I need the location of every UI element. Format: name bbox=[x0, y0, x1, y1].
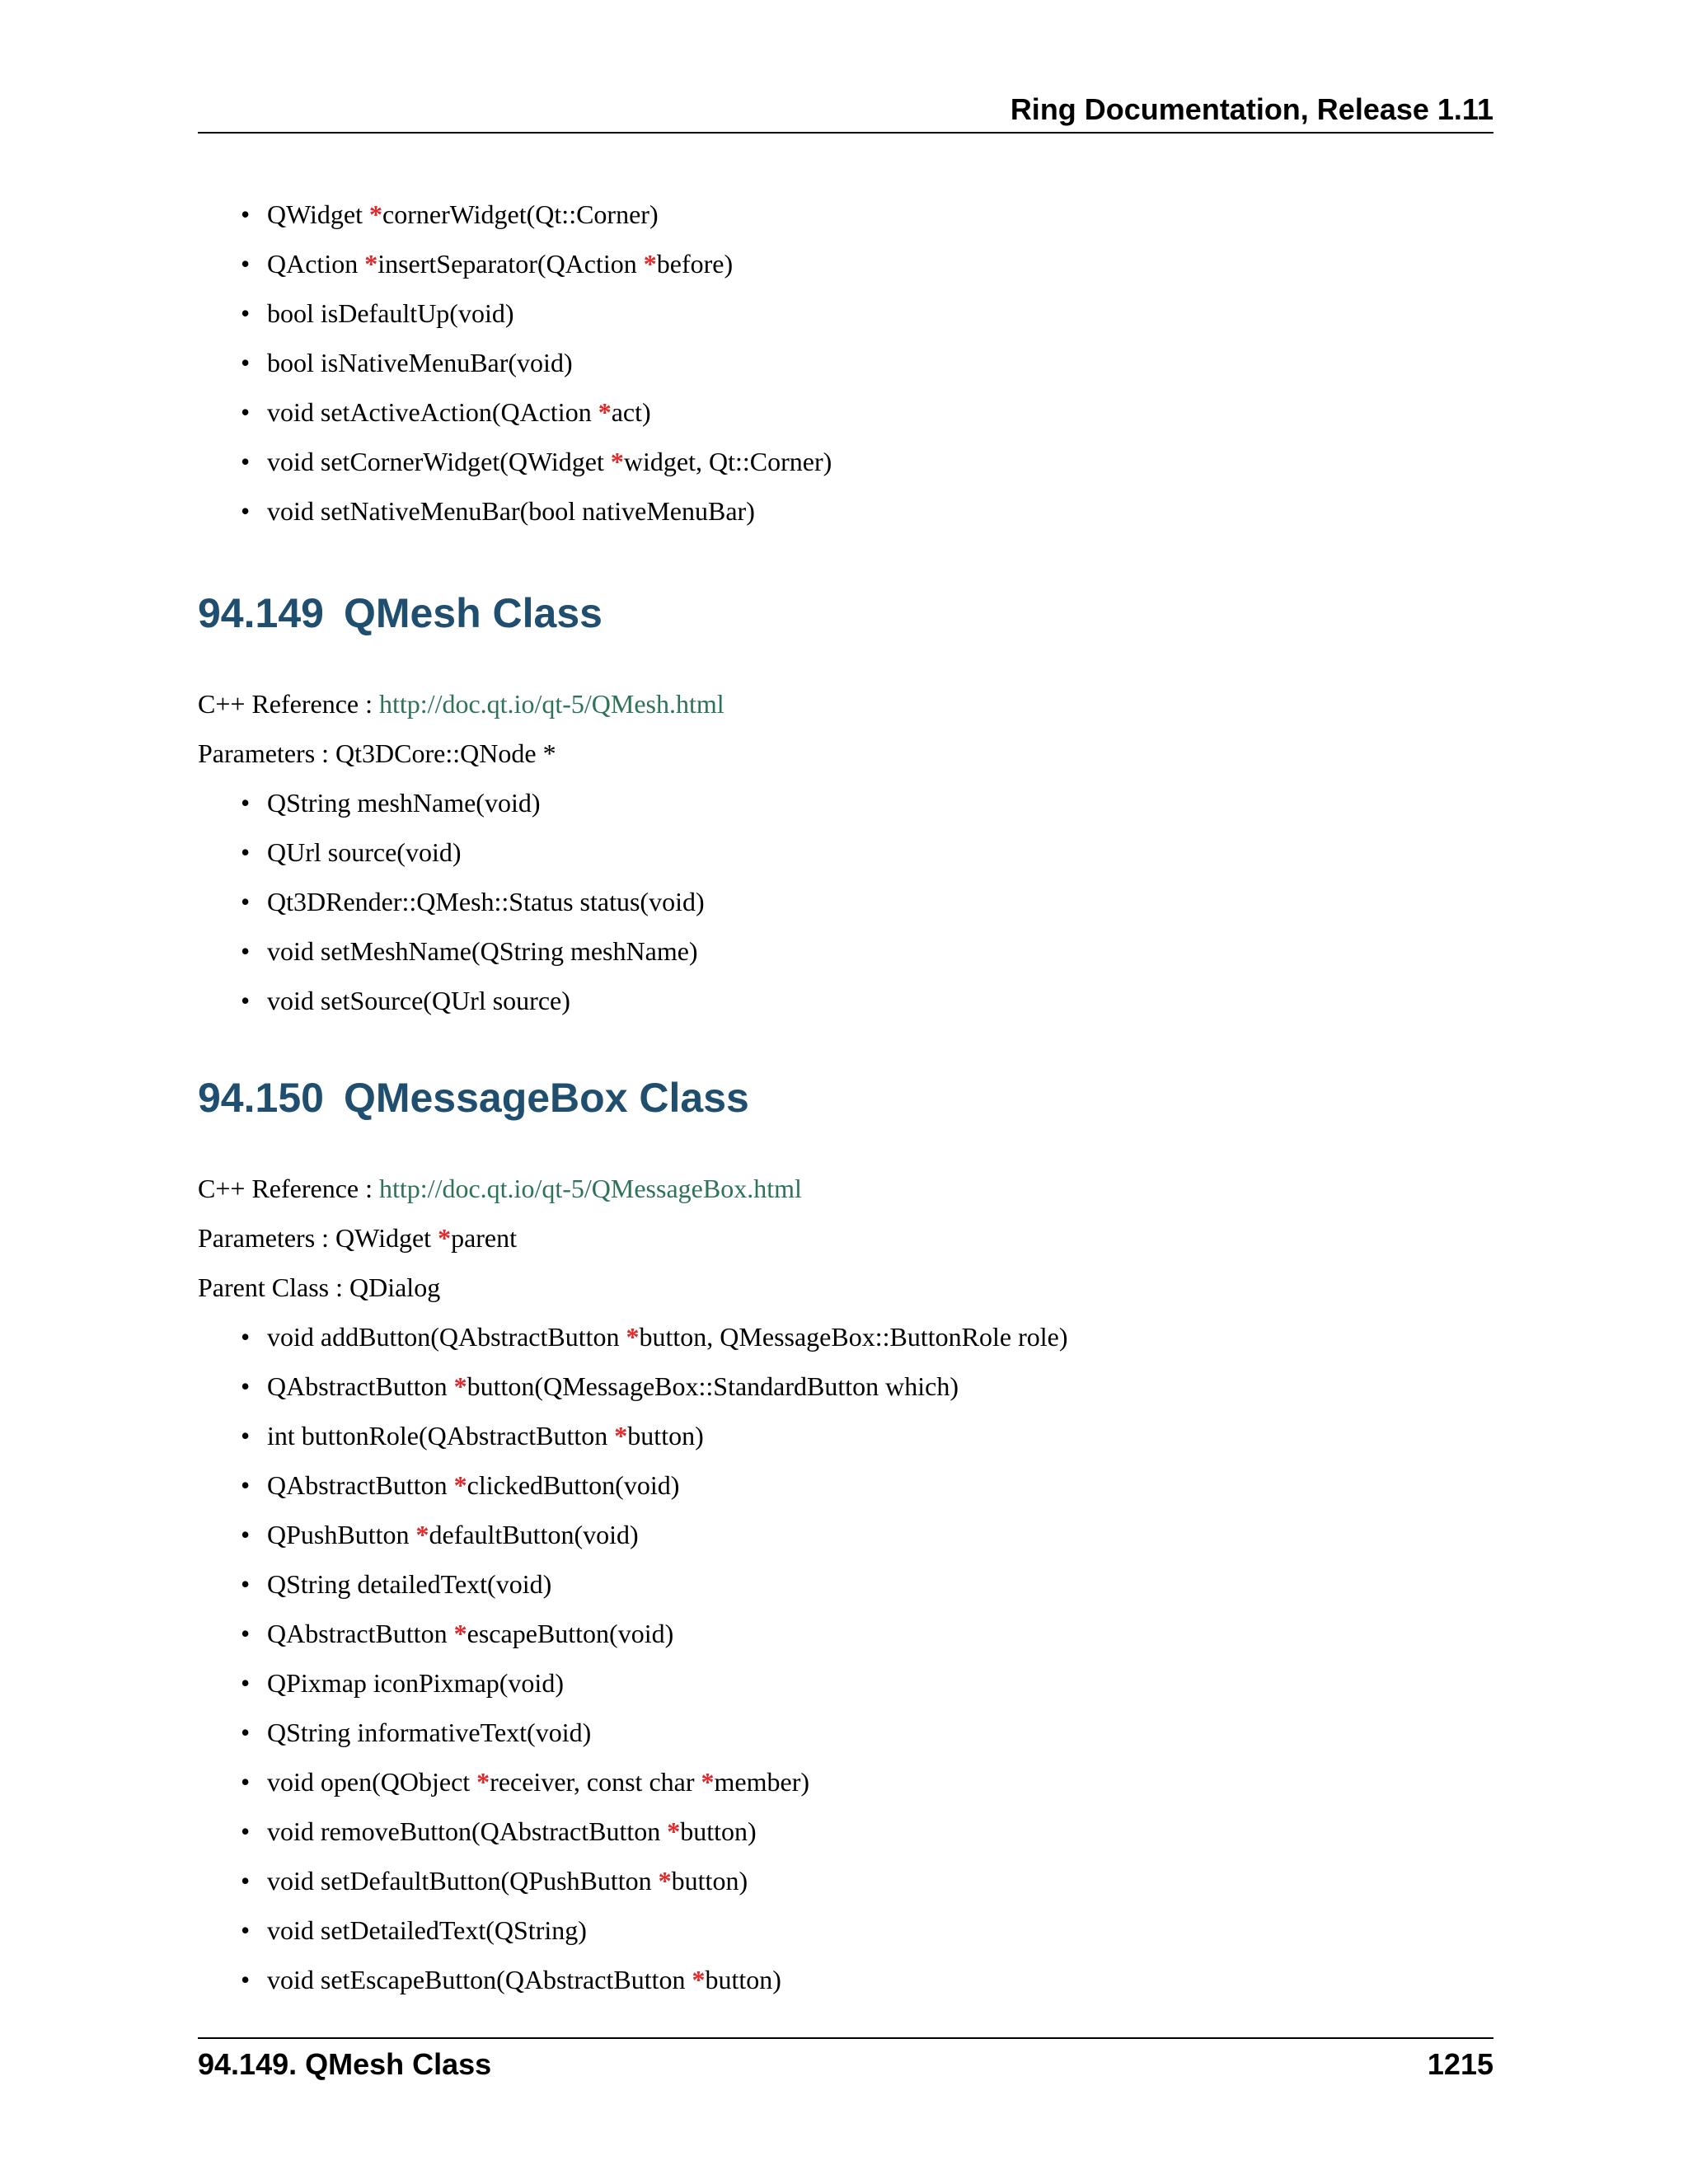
method-text: receiver, const char bbox=[490, 1767, 701, 1797]
top-method-list-section bbox=[198, 190, 1493, 536]
pointer-star: * bbox=[598, 397, 612, 427]
method-text: void setSource(QUrl source) bbox=[267, 986, 570, 1015]
bullet-icon: • bbox=[241, 1816, 251, 1846]
bullet-icon: • bbox=[241, 1322, 251, 1352]
method-text: QPushButton bbox=[267, 1520, 416, 1549]
pointer-star: * bbox=[453, 1371, 467, 1401]
pointer-star: * bbox=[453, 1470, 467, 1500]
method-text: QAbstractButton bbox=[267, 1470, 454, 1500]
method-text: int buttonRole(QAbstractButton bbox=[267, 1421, 615, 1451]
bullet-icon: • bbox=[241, 986, 251, 1015]
bullet-icon: • bbox=[241, 887, 251, 916]
method-text: before) bbox=[656, 249, 734, 279]
method-item bbox=[198, 437, 1493, 486]
method-item bbox=[198, 239, 1493, 288]
method-text: button) bbox=[680, 1816, 757, 1846]
params-suffix: parent bbox=[451, 1223, 518, 1253]
method-text: button, QMessageBox::ButtonRole role) bbox=[639, 1322, 1068, 1352]
method-text: void addButton(QAbstractButton bbox=[267, 1322, 626, 1352]
method-item bbox=[198, 1955, 1493, 2004]
method-text: QString detailedText(void) bbox=[267, 1569, 552, 1599]
qmessagebox-reference-label: C++ Reference : bbox=[198, 1174, 379, 1203]
qmesh-section-number: 94.149 bbox=[198, 590, 324, 636]
method-text: clickedButton(void) bbox=[467, 1470, 680, 1500]
bullet-icon: • bbox=[241, 447, 251, 476]
pointer-star: * bbox=[701, 1767, 715, 1797]
method-item bbox=[198, 1807, 1493, 1856]
method-text: cornerWidget(Qt::Corner) bbox=[382, 199, 659, 229]
method-text: QUrl source(void) bbox=[267, 837, 462, 867]
method-item bbox=[198, 1312, 1493, 1361]
pointer-star: * bbox=[610, 447, 624, 476]
method-item bbox=[198, 976, 1493, 1025]
bullet-icon: • bbox=[241, 1718, 251, 1747]
method-item bbox=[198, 1510, 1493, 1559]
qmessagebox-section bbox=[198, 1071, 1493, 2004]
qmessagebox-section-title: QMessageBox Class bbox=[343, 1075, 749, 1121]
method-text: Qt3DRender::QMesh::Status status(void) bbox=[267, 887, 705, 916]
method-text: QWidget bbox=[267, 199, 370, 229]
params-prefix: Parameters : QWidget bbox=[198, 1223, 438, 1253]
method-text: QString meshName(void) bbox=[267, 788, 541, 818]
method-item bbox=[198, 1411, 1493, 1460]
bullet-icon: • bbox=[241, 199, 251, 229]
bullet-icon: • bbox=[241, 1371, 251, 1401]
method-text: member) bbox=[714, 1767, 809, 1797]
bullet-icon: • bbox=[241, 1767, 251, 1797]
bullet-icon: • bbox=[241, 788, 251, 818]
method-item bbox=[198, 1361, 1493, 1411]
qmessagebox-cpp-reference bbox=[198, 1164, 1493, 1213]
method-text: void setNativeMenuBar(bool nativeMenuBar) bbox=[267, 496, 755, 526]
bullet-icon: • bbox=[241, 1619, 251, 1648]
method-text: void setDetailedText(QString) bbox=[267, 1915, 587, 1945]
pointer-star: * bbox=[658, 1866, 672, 1896]
qmessagebox-method-list bbox=[198, 1312, 1493, 2004]
bullet-icon: • bbox=[241, 1668, 251, 1698]
method-text: button(QMessageBox::StandardButton which) bbox=[467, 1371, 959, 1401]
method-item bbox=[198, 827, 1493, 877]
method-text: widget, Qt::Corner) bbox=[623, 447, 832, 476]
qmessagebox-heading bbox=[198, 1071, 1493, 1124]
method-item bbox=[198, 190, 1493, 239]
method-text: button) bbox=[671, 1866, 748, 1896]
qmesh-heading bbox=[198, 587, 1493, 640]
method-text: void setDefaultButton(QPushButton bbox=[267, 1866, 659, 1896]
method-text: void removeButton(QAbstractButton bbox=[267, 1816, 668, 1846]
pointer-star: * bbox=[643, 249, 657, 279]
pointer-star: * bbox=[369, 199, 383, 229]
method-item bbox=[198, 1708, 1493, 1757]
bullet-icon: • bbox=[241, 249, 251, 279]
bullet-icon: • bbox=[241, 1965, 251, 1994]
bullet-icon: • bbox=[241, 1915, 251, 1945]
pointer-star: * bbox=[626, 1322, 640, 1352]
method-text: QPixmap iconPixmap(void) bbox=[267, 1668, 564, 1698]
qmesh-reference-label: C++ Reference : bbox=[198, 689, 379, 719]
page-header bbox=[198, 89, 1493, 134]
method-text: act) bbox=[611, 397, 651, 427]
qmessagebox-reference-link[interactable]: http://doc.qt.io/qt-5/QMessageBox.html bbox=[379, 1174, 802, 1203]
method-text: defaultButton(void) bbox=[429, 1520, 639, 1549]
qmesh-reference-link[interactable]: http://doc.qt.io/qt-5/QMesh.html bbox=[379, 689, 724, 719]
bullet-icon: • bbox=[241, 1520, 251, 1549]
bullet-icon: • bbox=[241, 496, 251, 526]
bullet-icon: • bbox=[241, 1470, 251, 1500]
method-text: void open(QObject bbox=[267, 1767, 477, 1797]
method-item bbox=[198, 1559, 1493, 1609]
method-item bbox=[198, 486, 1493, 536]
bullet-icon: • bbox=[241, 1866, 251, 1896]
bullet-icon: • bbox=[241, 837, 251, 867]
qmessagebox-parent-class: Parent Class : QDialog bbox=[198, 1272, 441, 1302]
pointer-star: * bbox=[692, 1965, 706, 1994]
footer-page-number: 1215 bbox=[1427, 2047, 1493, 2081]
method-text: insertSeparator(QAction bbox=[377, 249, 644, 279]
method-item bbox=[198, 1658, 1493, 1708]
method-text: button) bbox=[627, 1421, 704, 1451]
method-text: button) bbox=[705, 1965, 781, 1994]
qmesh-cpp-reference bbox=[198, 679, 1493, 729]
method-text: escapeButton(void) bbox=[467, 1619, 674, 1648]
method-item bbox=[198, 1460, 1493, 1510]
method-text: bool isNativeMenuBar(void) bbox=[267, 348, 573, 377]
pointer-star: * bbox=[415, 1520, 429, 1549]
pointer-star: * bbox=[364, 249, 378, 279]
method-text: QString informativeText(void) bbox=[267, 1718, 592, 1747]
qmesh-section-title: QMesh Class bbox=[343, 590, 603, 636]
method-item bbox=[198, 1609, 1493, 1658]
method-item bbox=[198, 338, 1493, 387]
method-text: QAction bbox=[267, 249, 365, 279]
method-item bbox=[198, 778, 1493, 827]
bullet-icon: • bbox=[241, 936, 251, 966]
method-item bbox=[198, 1757, 1493, 1807]
bullet-icon: • bbox=[241, 397, 251, 427]
pointer-star: * bbox=[476, 1767, 490, 1797]
bullet-icon: • bbox=[241, 1421, 251, 1451]
method-text: void setMeshName(QString meshName) bbox=[267, 936, 698, 966]
qmesh-parameters: Parameters : Qt3DCore::QNode * bbox=[198, 738, 556, 768]
qmessagebox-section-number: 94.150 bbox=[198, 1075, 324, 1121]
method-item bbox=[198, 1856, 1493, 1905]
page-footer bbox=[198, 2037, 1493, 2081]
pointer-star: * bbox=[667, 1816, 681, 1846]
qmesh-section bbox=[198, 587, 1493, 1025]
qmessagebox-parameters bbox=[198, 1213, 1493, 1263]
method-item bbox=[198, 926, 1493, 976]
top-method-list bbox=[198, 190, 1493, 536]
method-text: void setEscapeButton(QAbstractButton bbox=[267, 1965, 692, 1994]
method-text: bool isDefaultUp(void) bbox=[267, 298, 514, 328]
method-item bbox=[198, 387, 1493, 437]
pointer-star: * bbox=[614, 1421, 628, 1451]
method-item bbox=[198, 288, 1493, 338]
header-title: Ring Documentation, Release 1.11 bbox=[1010, 92, 1493, 126]
params-pointer-star: * bbox=[438, 1223, 452, 1253]
bullet-icon: • bbox=[241, 298, 251, 328]
method-item bbox=[198, 1905, 1493, 1955]
bullet-icon: • bbox=[241, 348, 251, 377]
method-text: QAbstractButton bbox=[267, 1371, 454, 1401]
method-text: QAbstractButton bbox=[267, 1619, 454, 1648]
method-text: void setActiveAction(QAction bbox=[267, 397, 598, 427]
qmesh-method-list bbox=[198, 778, 1493, 1025]
footer-section-title: 94.149. QMesh Class bbox=[198, 2047, 492, 2081]
method-text: void setCornerWidget(QWidget bbox=[267, 447, 611, 476]
method-item bbox=[198, 877, 1493, 926]
pointer-star: * bbox=[453, 1619, 467, 1648]
bullet-icon: • bbox=[241, 1569, 251, 1599]
